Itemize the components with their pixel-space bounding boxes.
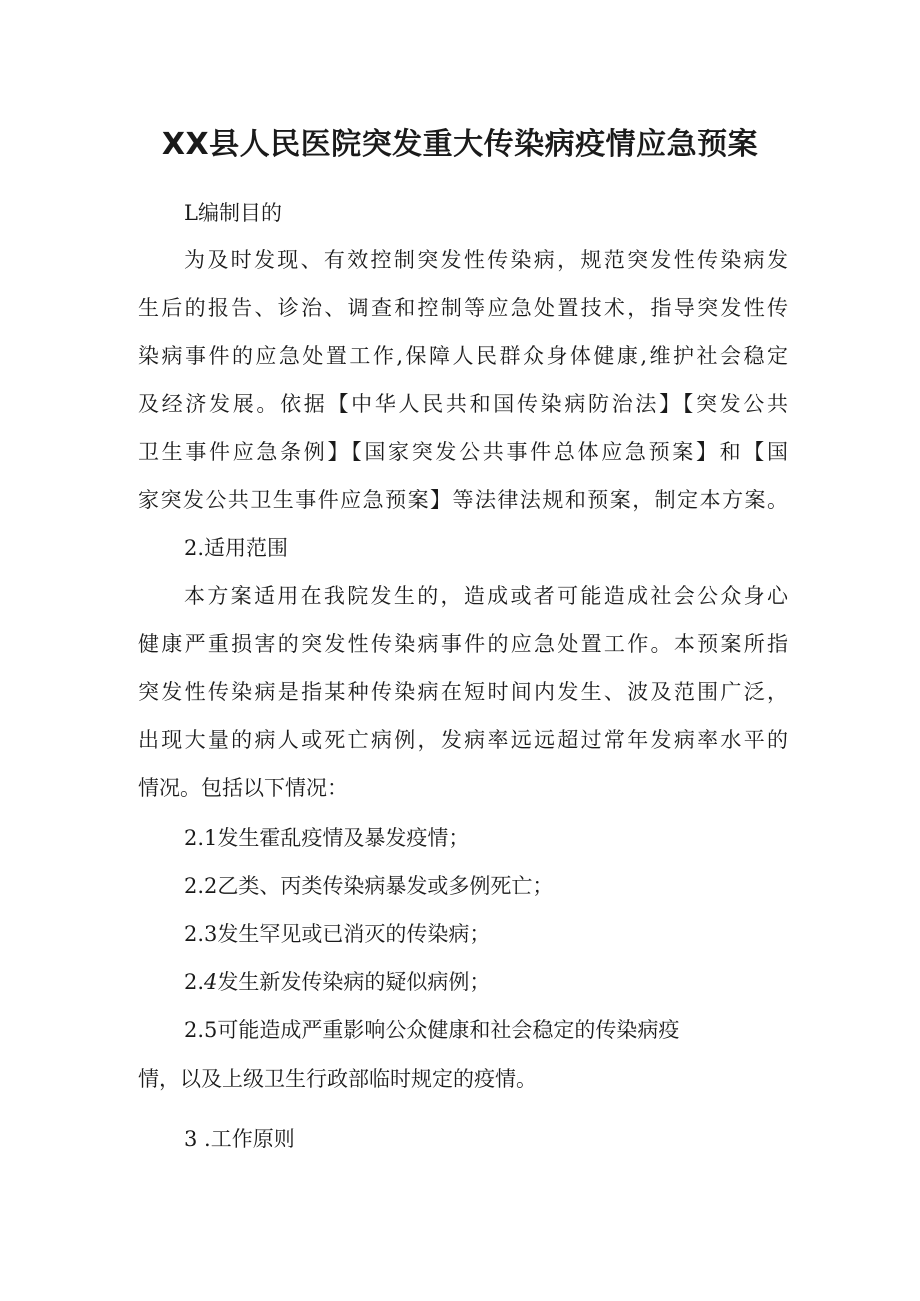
paragraph-line: 为及时发现、有效控制突发性传染病，规范突发性传染病发 — [184, 248, 788, 272]
list-item: 2.2乙类、丙类传染病暴发或多例死亡； — [184, 874, 554, 898]
paragraph-line: 家突发公共卫生事件应急预案】等法律法规和预案，制定本方案。 — [138, 488, 788, 512]
paragraph-line: 本方案适用在我院发生的，造成或者可能造成社会公众身心 — [184, 584, 788, 608]
list-item-continuation: 情，以及上级卫生行政部临时规定的疫情。 — [138, 1067, 537, 1091]
paragraph-line: 卫生事件应急条例】【国家突发公共事件总体应急预案】和【国 — [138, 440, 788, 464]
paragraph-line: 及经济发展。依据【中华人民共和国传染病防治法】【突发公共 — [138, 392, 788, 416]
list-item: 2.5可能造成严重影响公众健康和社会稳定的传染病疫 — [184, 1018, 680, 1042]
paragraph-line: 出现大量的病人或死亡病例，发病率远远超过常年发病率水平的 — [138, 728, 788, 752]
list-item — [184, 967, 490, 997]
paragraph-line: 染病事件的应急处置工作,保障人民群众身体健康,维护社会稳定 — [138, 344, 788, 368]
section-heading-principles: 3 .工作原则 — [184, 1127, 295, 1151]
section-heading-scope: 2.适用范围 — [184, 536, 289, 560]
paragraph-line: 情况。包括以下情况： — [138, 776, 348, 800]
list-item: 2.3发生罕见或已消灭的传染病； — [184, 922, 491, 946]
list-item-prefix: 2. — [184, 970, 205, 994]
list-item: 2.1发生霍乱疫情及暴发疫情； — [184, 826, 470, 850]
section-heading-purpose: L编制目的 — [184, 201, 282, 225]
paragraph-line: 生后的报告、诊治、调查和控制等应急处置技术，指导突发性传 — [138, 296, 788, 320]
document-title: XX县人民医院突发重大传染病疫情应急预案 — [161, 127, 759, 162]
list-item-number: 4 — [204, 970, 218, 994]
paragraph-line: 突发性传染病是指某种传染病在短时间内发生、波及范围广泛， — [138, 680, 788, 704]
paragraph-line: 健康严重损害的突发性传染病事件的应急处置工作。本预案所指 — [138, 632, 788, 656]
list-item-text: 发生新发传染病的疑似病例； — [217, 970, 491, 994]
